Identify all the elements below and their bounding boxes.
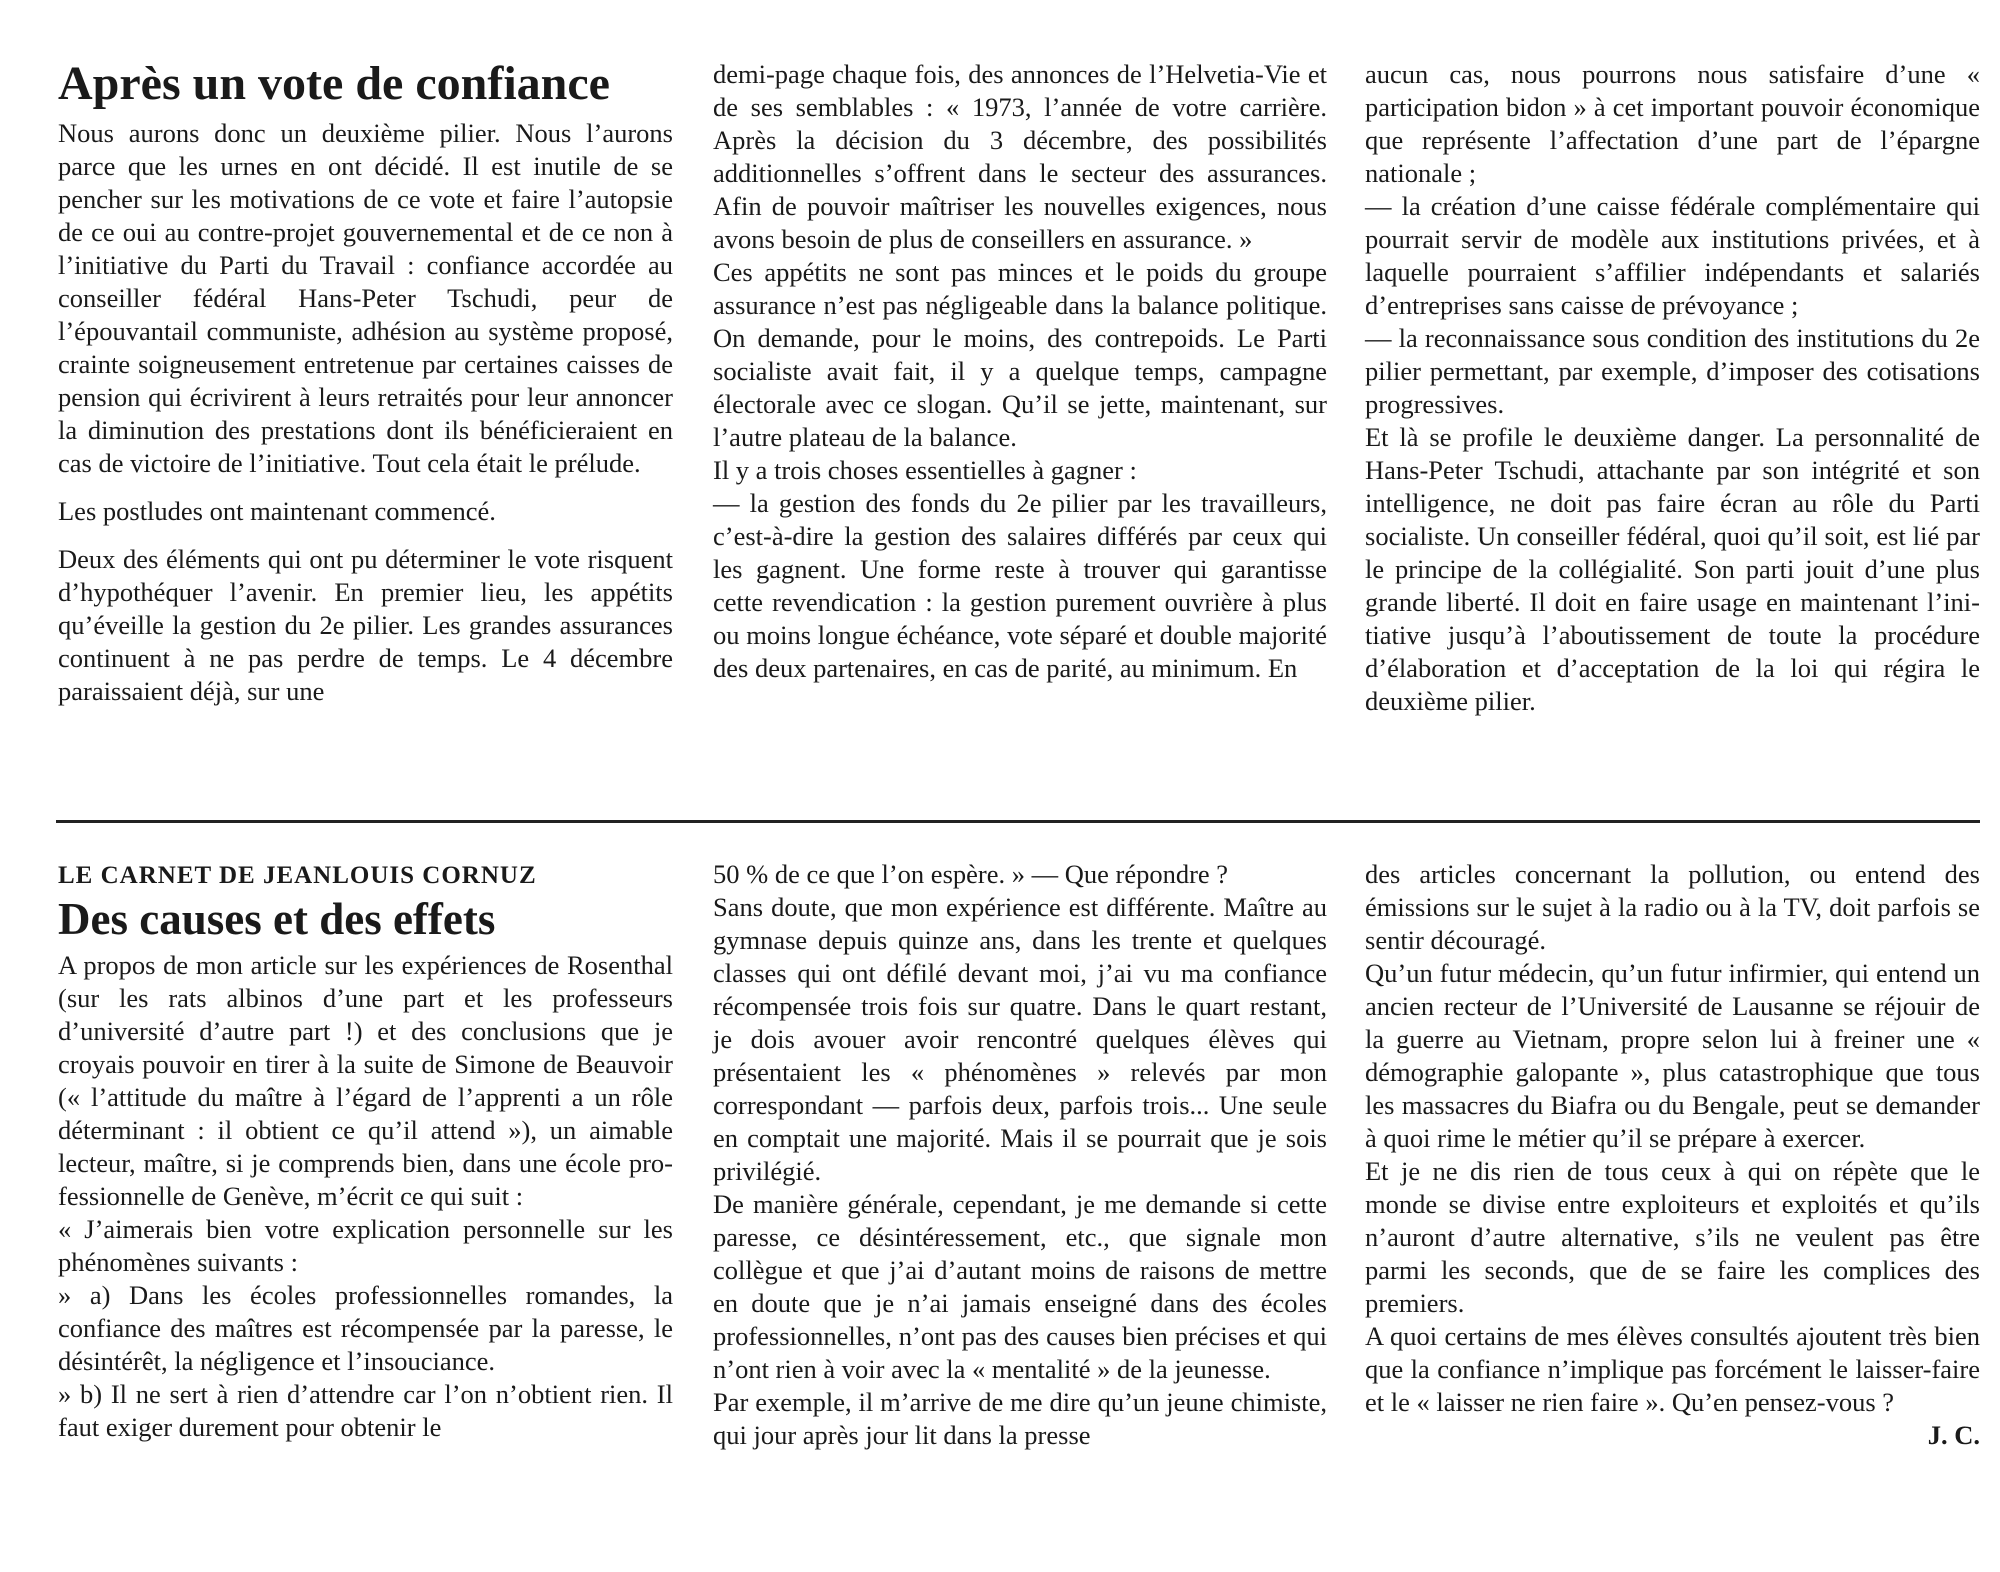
article1-paragraph: Les postludes ont maintenant commencé. [58,496,496,526]
article1-column-2 [713,58,1327,685]
article-causes-et-effets [0,835,2000,1572]
article1-paragraph: — la reconnaissance sous condition des institutions du 2e pilier permettant, par exemple, d’imposer des cotisations progressives. [1365,323,1980,419]
article2-paragraph: » b) Il ne sert à rien d’attendre car l’on n’obtient rien. Il faut exiger durement pour obtenir le [58,1379,673,1442]
section-divider [56,820,1980,823]
article2-paragraph: Et je ne dis rien de tous ceux à qui on répète que le monde se divise entre exploiteurs et exploités et qu’ils n’auront d’autre alternative, s’ils ne veulent pas être parmi les seconds, que de se faire les complices des premiers. [1365,1156,1980,1318]
article2-paragraph: des articles concernant la pollution, ou entend des émissions sur le sujet à la radio ou à la TV, doit parfois se sentir découragé. [1365,859,1980,955]
article2-paragraph: A propos de mon article sur les expériences de Rosenthal (sur les rats albinos d’une part et les professeurs d’université d’autre part !) et des conclusions que je croyais pouvoir en tirer à la suite de Simone de Beauvoir (« l’attitude du maître à l’égard de l’apprenti a un rôle déterminant : il obtient ce qu’il attend »), un aimable lecteur, maître, si je comprends bien, dans une école professionnelle de Genève, m’écrit ce qui suit : [58,950,673,1211]
article1-paragraph: aucun cas, nous pourrons nous satisfaire d’une « participation bidon » à cet important pouvoir économique que représente l’affectation d’une part de l’épargne nationale ; [1365,59,1980,188]
column-kicker: LE CARNET DE JEANLOUIS CORNUZ [58,862,537,889]
article2-column-1 [58,860,673,1444]
article2-paragraph: A quoi certains de mes élèves consultés ajoutent très bien que la confiance n’implique pas forcément le laisser-faire et le « laisser ne rien faire ». Qu’en pensez-vous ? [1365,1321,1980,1417]
article1-column-1 [58,56,673,708]
article1-column-3 [1365,58,1980,718]
article2-column-2 [713,858,1327,1452]
article2-column-3 [1365,858,1980,1452]
article2-paragraph: Sans doute, que mon expérience est différente. Maître au gymnase depuis quinze ans, dans les trente et quelques classes qui ont défilé devant moi, j’ai vu ma confiance récompensée trois fois sur quatre. Dans le quart restant, je dois avouer avoir rencontré quelques élèves qui présentaient les « phénomènes » relevés par mon correspondant — parfois deux, parfois trois... Une seule en comptait une majorité. Mais il se pourrait que je sois privilégié. [713,892,1327,1186]
article1-paragraph: Et là se profile le deuxième danger. La personnalité de Hans-Peter Tschudi, attachante par son intégrité et son intelligence, ne doit pas faire écran au rôle du Parti socialiste. Un conseiller fédéral, quoi qu’il soit, est lié par le principe de la collégialité. Son parti jouit d’une plus grande liberté. Il doit en faire usage en maintenant l’initiative jusqu’à l’aboutissement de toute la procédure d’élaboration et d’acceptation de la loi qui régira le deuxième pilier. [1365,422,1980,716]
article2-paragraph: De manière générale, cependant, je me demande si cette paresse, ce désintéressement, etc., que signale mon collègue et que j’ai d’autant moins de raisons de mettre en doute que je n’ai jamais enseigné dans des écoles professionnelles, n’ont pas des causes bien précises et qui n’ont rien à voir avec la « mentalité » de la jeunesse. [713,1189,1327,1384]
article2-paragraph: Qu’un futur médecin, qu’un futur infirmier, qui entend un ancien recteur de l’Université de Lausanne se réjouir de la guerre au Vietnam, propre selon lui à freiner une « démographie galopante », plus catastrophique que tous les massacres du Biafra ou du Bengale, peut se demander à quoi rime le métier qu’il se prépare à exercer. [1365,958,1980,1153]
article1-paragraph: Ces appétits ne sont pas minces et le poids du groupe assurance n’est pas négligeable dans la balance politique. On demande, pour le moins, des contrepoids. Le Parti socialiste avait fait, il y a quelque temps, campagne électorale avec ce slogan. Qu’il se jette, maintenant, sur l’autre plateau de la balance. [713,257,1327,452]
article1-paragraph: demi-page chaque fois, des annonces de l’Helvetia-Vie et de ses semblables : « 1973, l’année de votre carrière. Après la décision du 3 décembre, des possibilités additionnelles s’offrent dans le secteur des assurances. Afin de pouvoir maîtriser les nouvelles exigences, nous avons besoin de plus de conseillers en assurance. » [713,59,1327,254]
article1-paragraph: — la création d’une caisse fédérale complémentaire qui pourrait servir de modèle aux institutions privées, et à laquelle pourraient s’affilier indépendants et salariés d’entreprises sans caisse de prévoyance ; [1365,191,1980,320]
article1-paragraph: Deux des éléments qui ont pu déterminer le vote risquent d’hypothéquer l’avenir. En premier lieu, les appétits qu’éveille la gestion du 2e pilier. Les grandes assurances continuent à ne pas perdre de temps. Le 4 décembre paraissaient déjà, sur une [58,544,673,706]
article2-paragraph: « J’aimerais bien votre explication personnelle sur les phénomènes suivants : [58,1214,673,1277]
article1-paragraph: Nous aurons donc un deuxième pilier. Nous l’aurons parce que les urnes en ont décidé. Il est inutile de se pencher sur les motivations de ce vote et faire l’autopsie de ce oui au contre-projet gouvernemental et de ce non à l’initiative du Parti du Travail : confiance accordée au conseiller fédéral Hans-Peter Tschudi, peur de l’épouvantail communiste, adhésion au système proposé, crainte soigneusement entretenue par certaines caisses de pension qui écrivirent à leurs retraités pour leur annoncer la diminution des prestations dont ils bénéficieraient en cas de victoire de l’initiative. Tout cela était le prélude. [58,118,673,478]
article1-paragraph: — la gestion des fonds du 2e pilier par les travailleurs, c’est-à-dire la gestion des salaires différés par ceux qui les gagnent. Une forme reste à trouver qui garantisse cette revendication : la gestion purement ouvrière à plus ou moins longue échéance, vote séparé et double majorité des deux partenaires, en cas de parité, au minimum. En [713,488,1327,683]
article2-paragraph: 50 % de ce que l’on espère. » — Que répondre ? [713,859,1229,889]
article2-title: Des causes et des effets [58,894,496,944]
article2-paragraph: Par exemple, il m’arrive de me dire qu’un jeune chimiste, qui jour après jour lit dans la presse [713,1387,1327,1450]
author-signature: J. C. [1927,1420,1980,1450]
article1-paragraph: Il y a trois choses essentielles à gagner : [713,455,1137,485]
article2-paragraph: » a) Dans les écoles professionnelles romandes, la confiance des maîtres est récompensée par la paresse, le désintérêt, la négligence et l’insouciance. [58,1280,673,1376]
article1-title: Après un vote de confiance [58,57,610,110]
